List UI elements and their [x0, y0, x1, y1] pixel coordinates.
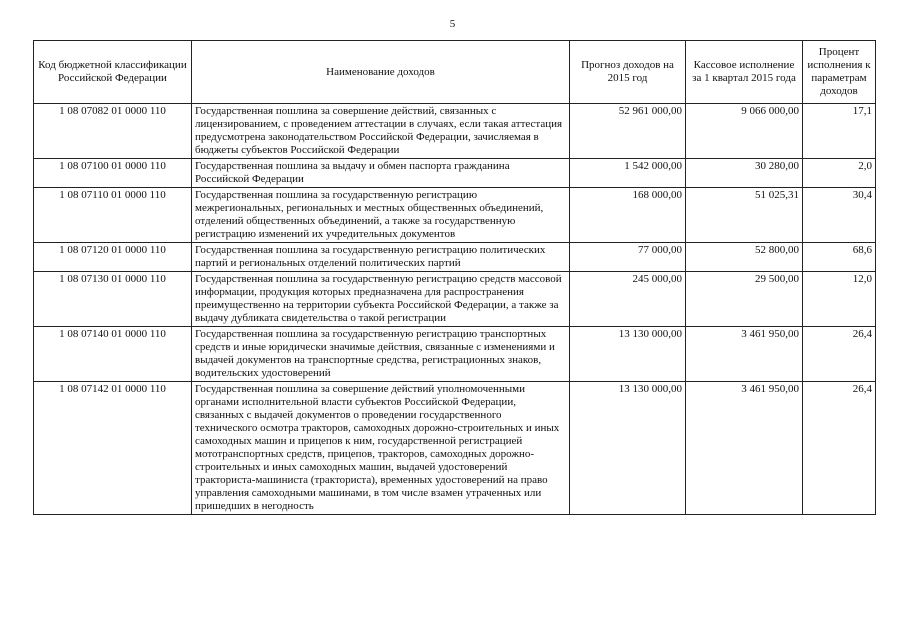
cell-execution: 3 461 950,00	[686, 327, 803, 382]
page-number: 5	[449, 18, 456, 30]
cell-code: 1 08 07140 01 0000 110	[34, 327, 192, 382]
cell-forecast: 13 130 000,00	[570, 327, 686, 382]
cell-name: Государственная пошлина за государственную регистрацию средств массовой информации, продукция которых предназначена для распространения преимущественно на территории субъекта Российской Федерации, а также за выдачу дубликата свидетельства о такой регистрации	[192, 272, 570, 327]
cell-code: 1 08 07130 01 0000 110	[34, 272, 192, 327]
cell-name: Государственная пошлина за совершение действий уполномоченными органами исполнительной власти субъектов Российской Федерации, связанных с выдачей документов о проведении государственного технического осмотра тракторов, самоходных дорожно-строительных и иных самоходных машин и прицепов к ним, государственной регистрацией мототранспортных средств, прицепов, тракторов, самоходных дорожно-строительных и иных самоходных машин, выдачей удостоверений тракториста-машиниста (тракториста), временных удостоверений на право управления самоходными машинами, в том числе взамен утраченных или пришедших в негодность	[192, 382, 570, 515]
header-forecast: Прогноз доходов на 2015 год	[570, 41, 686, 104]
table-row	[34, 272, 876, 327]
table-row	[34, 327, 876, 382]
cell-name: Государственная пошлина за совершение действий, связанных с лицензированием, с проведением аттестации в случаях, если такая аттестация предусмотрена законодательством Российской Федерации, зачисляемая в бюджеты субъектов Российской Федерации	[192, 104, 570, 159]
table-row	[34, 104, 876, 159]
cell-execution: 9 066 000,00	[686, 104, 803, 159]
cell-code: 1 08 07110 01 0000 110	[34, 188, 192, 243]
revenue-table	[33, 40, 876, 515]
table-header-row	[34, 41, 876, 104]
cell-name: Государственная пошлина за государственную регистрацию политических партий и региональных отделений политических партий	[192, 243, 570, 272]
cell-percent: 68,6	[803, 243, 876, 272]
cell-percent: 26,4	[803, 382, 876, 515]
cell-execution: 52 800,00	[686, 243, 803, 272]
table-row	[34, 243, 876, 272]
cell-execution: 29 500,00	[686, 272, 803, 327]
cell-code: 1 08 07142 01 0000 110	[34, 382, 192, 515]
cell-percent: 26,4	[803, 327, 876, 382]
cell-name: Государственная пошлина за государственную регистрацию транспортных средств и иные юридически значимые действия, связанные с изменениями и выдачей документов на транспортные средства, регистрационных знаков, водительских удостоверений	[192, 327, 570, 382]
header-percent: Процент исполнения к параметрам доходов	[803, 41, 876, 104]
cell-forecast: 168 000,00	[570, 188, 686, 243]
cell-percent: 2,0	[803, 159, 876, 188]
header-code: Код бюджетной классификации Российской Федерации	[34, 41, 192, 104]
cell-code: 1 08 07082 01 0000 110	[34, 104, 192, 159]
cell-forecast: 245 000,00	[570, 272, 686, 327]
header-execution: Кассовое исполнение за 1 квартал 2015 года	[686, 41, 803, 104]
cell-code: 1 08 07100 01 0000 110	[34, 159, 192, 188]
cell-execution: 3 461 950,00	[686, 382, 803, 515]
cell-name: Государственная пошлина за государственную регистрацию межрегиональных, региональных и местных общественных объединений, отделений общественных объединений, а также за государственную регистрацию изменений их учредительных документов	[192, 188, 570, 243]
cell-forecast: 13 130 000,00	[570, 382, 686, 515]
table-row	[34, 159, 876, 188]
cell-execution: 51 025,31	[686, 188, 803, 243]
table-row	[34, 382, 876, 515]
table-row	[34, 188, 876, 243]
cell-execution: 30 280,00	[686, 159, 803, 188]
cell-forecast: 77 000,00	[570, 243, 686, 272]
cell-percent: 12,0	[803, 272, 876, 327]
cell-forecast: 1 542 000,00	[570, 159, 686, 188]
cell-name: Государственная пошлина за выдачу и обмен паспорта гражданина Российской Федерации	[192, 159, 570, 188]
cell-percent: 30,4	[803, 188, 876, 243]
cell-percent: 17,1	[803, 104, 876, 159]
cell-code: 1 08 07120 01 0000 110	[34, 243, 192, 272]
cell-forecast: 52 961 000,00	[570, 104, 686, 159]
header-name: Наименование доходов	[192, 41, 570, 104]
